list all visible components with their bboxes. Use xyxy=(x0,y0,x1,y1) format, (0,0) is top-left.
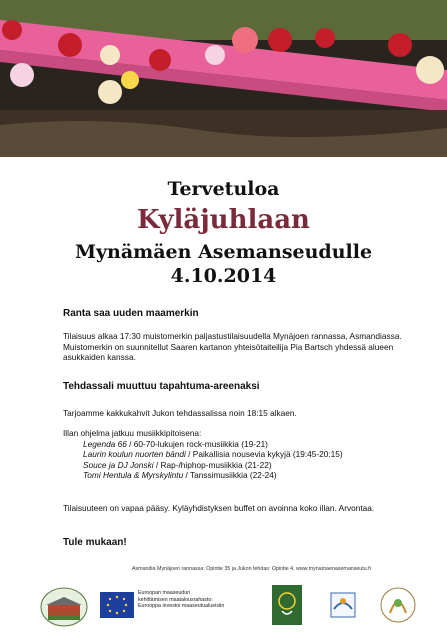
program-item xyxy=(63,460,403,471)
info-text: Tilaisuuteen on vapaa pääsy. Kyläyhdistyksen buffet on avoinna koko illan. Arvontaa. xyxy=(63,503,375,513)
performer-name: Tomi Hentula & Myrskylintu xyxy=(83,470,184,480)
footer-address: Asmandia Mynäjoen rannassa: Opintie 35 ja Jukon tehdas: Opintie 4. www.mynamaenasemanseutu.fi xyxy=(132,566,371,572)
program-block xyxy=(63,428,403,481)
eu-funding-text xyxy=(138,590,224,610)
event-date: 4.10.2014 xyxy=(170,265,277,287)
program-item xyxy=(63,439,403,450)
performer-details: / Paikallisia nousevia kykyjä (19:45-20:15) xyxy=(185,449,343,459)
section-title-factory-hall: Tehdassali muuttuu tapahtuma-areenaksi xyxy=(63,381,260,392)
performer-details: / Rap-/hiphop-musiikkia (21-22) xyxy=(153,459,272,470)
performer-details: / 60-70-lukujen rock-musiikkia (19-21) xyxy=(126,438,268,449)
performer-name: Souce ja DJ Jonski xyxy=(83,459,154,470)
eu-funding-line: Euroopan maaseudun xyxy=(138,590,191,596)
performer-name: Legenda 66 xyxy=(83,438,127,449)
program-item xyxy=(63,449,403,460)
section-text-landmark: Tilaisuus alkaa 17:30 muistomerkin paljastustilaisuudella Mynäjoen rannassa, Asmandiassa. Muistomerkin on suunnitellut Saaren kartanon yhteisötaiteilija Pia Bartsch yhdessä alueen asukkaiden kanssa. xyxy=(63,331,402,362)
welcome-heading: Tervetuloa xyxy=(167,178,280,200)
place-heading: Mynämäen Asemanseudulle xyxy=(74,241,373,263)
call-to-action: Tule mukaan! xyxy=(63,537,127,548)
event-title: Kyläjuhlaan xyxy=(137,205,310,235)
section-title-landmark: Ranta saa uuden maamerkin xyxy=(63,308,199,319)
village-association-logo xyxy=(40,587,88,627)
eu-funding-line: Eurooppa investoi maaseutualueisiin xyxy=(138,603,225,610)
circular-badge-logo xyxy=(378,583,418,629)
eu-funding-line: kehittämisen maatalousrahasto: xyxy=(138,596,213,603)
program-intro: Illan ohjelma jatkuu musiikkipitoisena: xyxy=(63,428,202,438)
leader-logo xyxy=(272,585,302,625)
performer-details: / Tanssimusiikkia (22-24) xyxy=(183,470,277,480)
regional-logo xyxy=(328,587,358,623)
header-photo xyxy=(0,0,447,157)
performer-name: Laurin koulun nuorten bändi xyxy=(83,449,186,459)
program-item xyxy=(63,470,403,481)
program-list xyxy=(63,439,403,481)
eu-flag-icon xyxy=(100,592,134,618)
section-text-factory-hall: Tarjoamme kakkukahvit Jukon tehdassalissa noin 18:15 alkaen. xyxy=(63,408,297,418)
